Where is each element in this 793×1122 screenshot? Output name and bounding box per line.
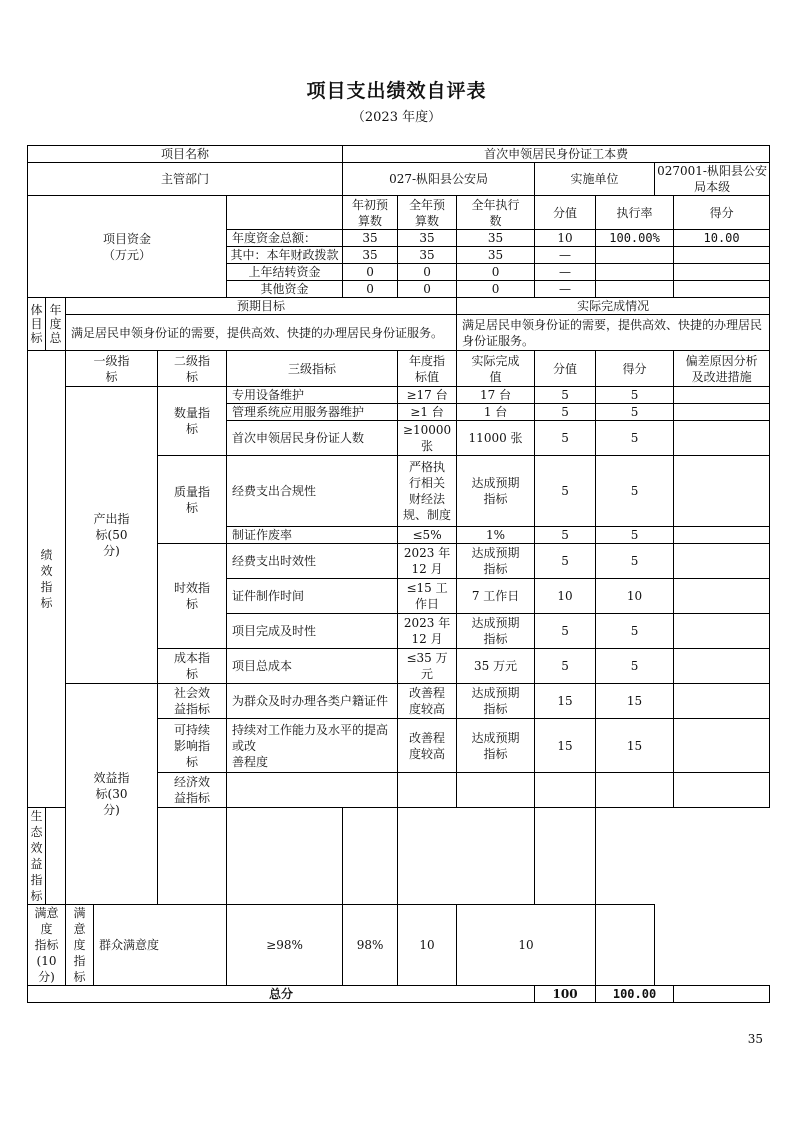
funds-row-score xyxy=(674,264,770,281)
empty-cell xyxy=(227,808,343,905)
indicator-score: 5 xyxy=(596,649,674,684)
funds-row-score-value: — xyxy=(535,247,596,264)
funds-row-rate: 100.00% xyxy=(596,230,674,247)
empty-cell xyxy=(158,808,227,905)
indicator-value: 15 xyxy=(535,684,596,719)
indicator-value: 10 xyxy=(398,905,457,986)
indicator-name: 项目总成本 xyxy=(227,649,398,684)
indicator-actual: 35 万元 xyxy=(457,649,535,684)
funds-header-row xyxy=(28,196,770,230)
indicator-name: 制证作废率 xyxy=(227,527,398,544)
indicator-actual: 7 工作日 xyxy=(457,579,535,614)
funds-row-score-value: 10 xyxy=(535,230,596,247)
goals-actual-header: 实际完成情况 xyxy=(457,298,770,315)
indicators-header-row xyxy=(28,351,770,387)
indicator-note xyxy=(674,544,770,579)
level1-output: 产出指 标(50 分) xyxy=(66,387,158,684)
indicator-name: 为群众及时办理各类户籍证件 xyxy=(227,684,398,719)
page-title: 项目支出绩效自评表 xyxy=(306,80,487,102)
indicator-target: ≥10000 张 xyxy=(398,421,457,456)
indicator-row xyxy=(28,905,770,986)
funds-row-init: 35 xyxy=(343,247,398,264)
indicator-score: 5 xyxy=(596,404,674,421)
level2-quantity: 数量指 标 xyxy=(158,387,227,456)
indicator-score: 5 xyxy=(596,387,674,404)
funds-row-name: 其中：本年财政拨款 xyxy=(227,247,343,264)
indicator-actual: 17 台 xyxy=(457,387,535,404)
project-name-value: 首次申领居民身份证工本费 xyxy=(343,146,770,163)
indicator-target: ≥1 台 xyxy=(398,404,457,421)
indicator-note xyxy=(596,905,655,986)
indicator-score: 5 xyxy=(596,421,674,456)
empty-cell xyxy=(535,773,596,808)
indicator-target: 改善程 度较高 xyxy=(398,684,457,719)
indicator-target: 2023 年 12 月 xyxy=(398,614,457,649)
funds-row-score-value: — xyxy=(535,264,596,281)
indicator-score: 10 xyxy=(457,905,596,986)
funds-row-init: 0 xyxy=(343,281,398,298)
indicator-name: 项目完成及时性 xyxy=(227,614,398,649)
empty-cell xyxy=(227,773,398,808)
indicator-score: 10 xyxy=(596,579,674,614)
funds-row-name: 年度资金总额： xyxy=(227,230,343,247)
funds-row-exec: 35 xyxy=(457,247,535,264)
indicator-note xyxy=(674,579,770,614)
level2-ecological: 生态效 益指标 xyxy=(28,808,46,905)
level2-sustainable: 可持续 影响指 标 xyxy=(158,719,227,773)
funds-row-rate xyxy=(596,264,674,281)
funds-row-annual: 0 xyxy=(398,281,457,298)
funds-header-score-value: 分值 xyxy=(535,196,596,230)
ind-header-level3: 三级指标 xyxy=(227,351,398,387)
indicator-actual: 1 台 xyxy=(457,404,535,421)
total-value: 100 xyxy=(535,986,596,1003)
indicator-score: 15 xyxy=(596,684,674,719)
indicator-note xyxy=(674,527,770,544)
indicator-score: 5 xyxy=(596,456,674,527)
indicator-target: ≤5% xyxy=(398,527,457,544)
indicator-target: ≥98% xyxy=(227,905,343,986)
impl-value: 027001-枞阳县公安局本级 xyxy=(655,163,770,196)
indicator-value: 5 xyxy=(535,544,596,579)
indicator-actual: 98% xyxy=(343,905,398,986)
ind-header-target: 年度指 标值 xyxy=(398,351,457,387)
indicator-name: 专用设备维护 xyxy=(227,387,398,404)
indicator-value: 5 xyxy=(535,527,596,544)
ind-header-level2: 二级指 标 xyxy=(158,351,227,387)
dept-row xyxy=(28,163,770,196)
goals-label-left: 体 目 标 xyxy=(28,298,46,351)
goals-content-row xyxy=(28,315,770,351)
empty-cell xyxy=(674,773,770,808)
indicator-note xyxy=(674,387,770,404)
indicator-note xyxy=(674,421,770,456)
indicator-name: 经费支出时效性 xyxy=(227,544,398,579)
empty-cell xyxy=(535,808,596,905)
indicator-score: 5 xyxy=(596,614,674,649)
funds-header-rate: 执行率 xyxy=(596,196,674,230)
indicator-target: 2023 年 12 月 xyxy=(398,544,457,579)
indicator-actual: 达成预期 指标 xyxy=(457,456,535,527)
impl-label: 实施单位 xyxy=(535,163,655,196)
empty-cell xyxy=(343,808,398,905)
goals-expected: 满足居民申领身份证的需要，提供高效、快捷的办理居民身份证服务。 xyxy=(66,315,457,351)
ind-header-level1: 一级指 标 xyxy=(66,351,158,387)
total-score: 100.00 xyxy=(596,986,674,1003)
dept-label: 主管部门 xyxy=(28,163,343,196)
empty-cell xyxy=(596,773,674,808)
funds-header-blank xyxy=(227,196,343,230)
funds-row-init: 35 xyxy=(343,230,398,247)
indicator-value: 5 xyxy=(535,456,596,527)
indicator-note xyxy=(674,456,770,527)
indicator-value: 5 xyxy=(535,404,596,421)
indicator-row xyxy=(28,387,770,404)
indicators-side-label: 绩 效 指 标 xyxy=(28,351,66,808)
indicator-name: 持续对工作能力及水平的提高或改 善程度 xyxy=(227,719,398,773)
indicator-actual: 达成预期 指标 xyxy=(457,684,535,719)
evaluation-table xyxy=(27,145,770,1003)
ind-header-value: 分值 xyxy=(535,351,596,387)
indicator-note xyxy=(674,684,770,719)
indicator-actual: 达成预期 指标 xyxy=(457,719,535,773)
empty-cell xyxy=(398,808,535,905)
indicator-value: 10 xyxy=(535,579,596,614)
total-label: 总分 xyxy=(28,986,535,1003)
indicator-note xyxy=(674,719,770,773)
indicator-score: 5 xyxy=(596,527,674,544)
funds-label: 项目资金 （万元） xyxy=(28,196,227,298)
indicator-name: 首次申领居民身份证人数 xyxy=(227,421,398,456)
goals-label-right: 年 度 总 xyxy=(46,298,66,351)
funds-header-exec: 全年执行 数 xyxy=(457,196,535,230)
funds-row-annual: 35 xyxy=(398,230,457,247)
indicator-actual: 达成预期 指标 xyxy=(457,544,535,579)
goals-header-row xyxy=(28,298,770,315)
funds-row-score xyxy=(674,247,770,264)
empty-cell xyxy=(398,773,457,808)
ind-header-score: 得分 xyxy=(596,351,674,387)
indicator-actual: 11000 张 xyxy=(457,421,535,456)
level1-satisfaction: 满意度 指标(10 分) xyxy=(28,905,66,986)
level1-benefit: 效益指 标(30 分) xyxy=(66,684,158,905)
total-note xyxy=(674,986,770,1003)
page-number: 35 xyxy=(747,1032,763,1046)
indicator-row xyxy=(28,684,770,719)
funds-row-rate xyxy=(596,247,674,264)
empty-cell xyxy=(457,773,535,808)
indicator-name: 管理系统应用服务器维护 xyxy=(227,404,398,421)
funds-header-score: 得分 xyxy=(674,196,770,230)
indicator-note xyxy=(674,649,770,684)
ind-header-note: 偏差原因分析 及改进措施 xyxy=(674,351,770,387)
indicator-score: 15 xyxy=(596,719,674,773)
indicator-value: 5 xyxy=(535,649,596,684)
indicator-actual: 达成预期 指标 xyxy=(457,614,535,649)
page-subtitle: （2023 年度） xyxy=(351,110,442,125)
indicator-note xyxy=(674,614,770,649)
indicator-score: 5 xyxy=(596,544,674,579)
level2-timeliness: 时效指 标 xyxy=(158,544,227,649)
level2-cost: 成本指 标 xyxy=(158,649,227,684)
level2-satisfaction: 满意度 指标 xyxy=(66,905,94,986)
indicator-note xyxy=(674,404,770,421)
indicator-value: 5 xyxy=(535,614,596,649)
project-name-row xyxy=(28,146,770,163)
funds-row-score: 10.00 xyxy=(674,230,770,247)
funds-row-exec: 0 xyxy=(457,281,535,298)
indicator-value: 15 xyxy=(535,719,596,773)
dept-value: 027-枞阳县公安局 xyxy=(343,163,535,196)
funds-row-annual: 35 xyxy=(398,247,457,264)
goals-actual: 满足居民申领身份证的需要，提供高效、快捷的办理居民身份证服务。 xyxy=(457,315,770,351)
level2-quality: 质量指 标 xyxy=(158,456,227,544)
project-name-label: 项目名称 xyxy=(28,146,343,163)
funds-row-name: 其他资金 xyxy=(227,281,343,298)
indicator-target: 改善程 度较高 xyxy=(398,719,457,773)
indicator-target: ≤35 万 元 xyxy=(398,649,457,684)
funds-row-annual: 0 xyxy=(398,264,457,281)
indicator-target: ≤15 工 作日 xyxy=(398,579,457,614)
funds-header-init: 年初预 算数 xyxy=(343,196,398,230)
goals-expected-header: 预期目标 xyxy=(66,298,457,315)
indicator-target: 严格执 行相关 财经法 规、制度 xyxy=(398,456,457,527)
funds-row-init: 0 xyxy=(343,264,398,281)
funds-row-score-value: — xyxy=(535,281,596,298)
indicator-value: 5 xyxy=(535,421,596,456)
empty-cell xyxy=(46,808,94,905)
indicator-name: 证件制作时间 xyxy=(227,579,398,614)
ind-header-actual: 实际完成 值 xyxy=(457,351,535,387)
funds-row-exec: 0 xyxy=(457,264,535,281)
funds-row-rate xyxy=(596,281,674,298)
level2-social: 社会效 益指标 xyxy=(158,684,227,719)
indicator-name: 群众满意度 xyxy=(94,905,227,986)
funds-row-exec: 35 xyxy=(457,230,535,247)
funds-header-annual: 全年预 算数 xyxy=(398,196,457,230)
indicator-target: ≥17 台 xyxy=(398,387,457,404)
level2-economic: 经济效 益指标 xyxy=(158,773,227,808)
funds-row-name: 上年结转资金 xyxy=(227,264,343,281)
funds-row-score xyxy=(674,281,770,298)
indicator-value: 5 xyxy=(535,387,596,404)
indicator-actual: 1% xyxy=(457,527,535,544)
total-row xyxy=(28,986,770,1003)
indicator-name: 经费支出合规性 xyxy=(227,456,398,527)
